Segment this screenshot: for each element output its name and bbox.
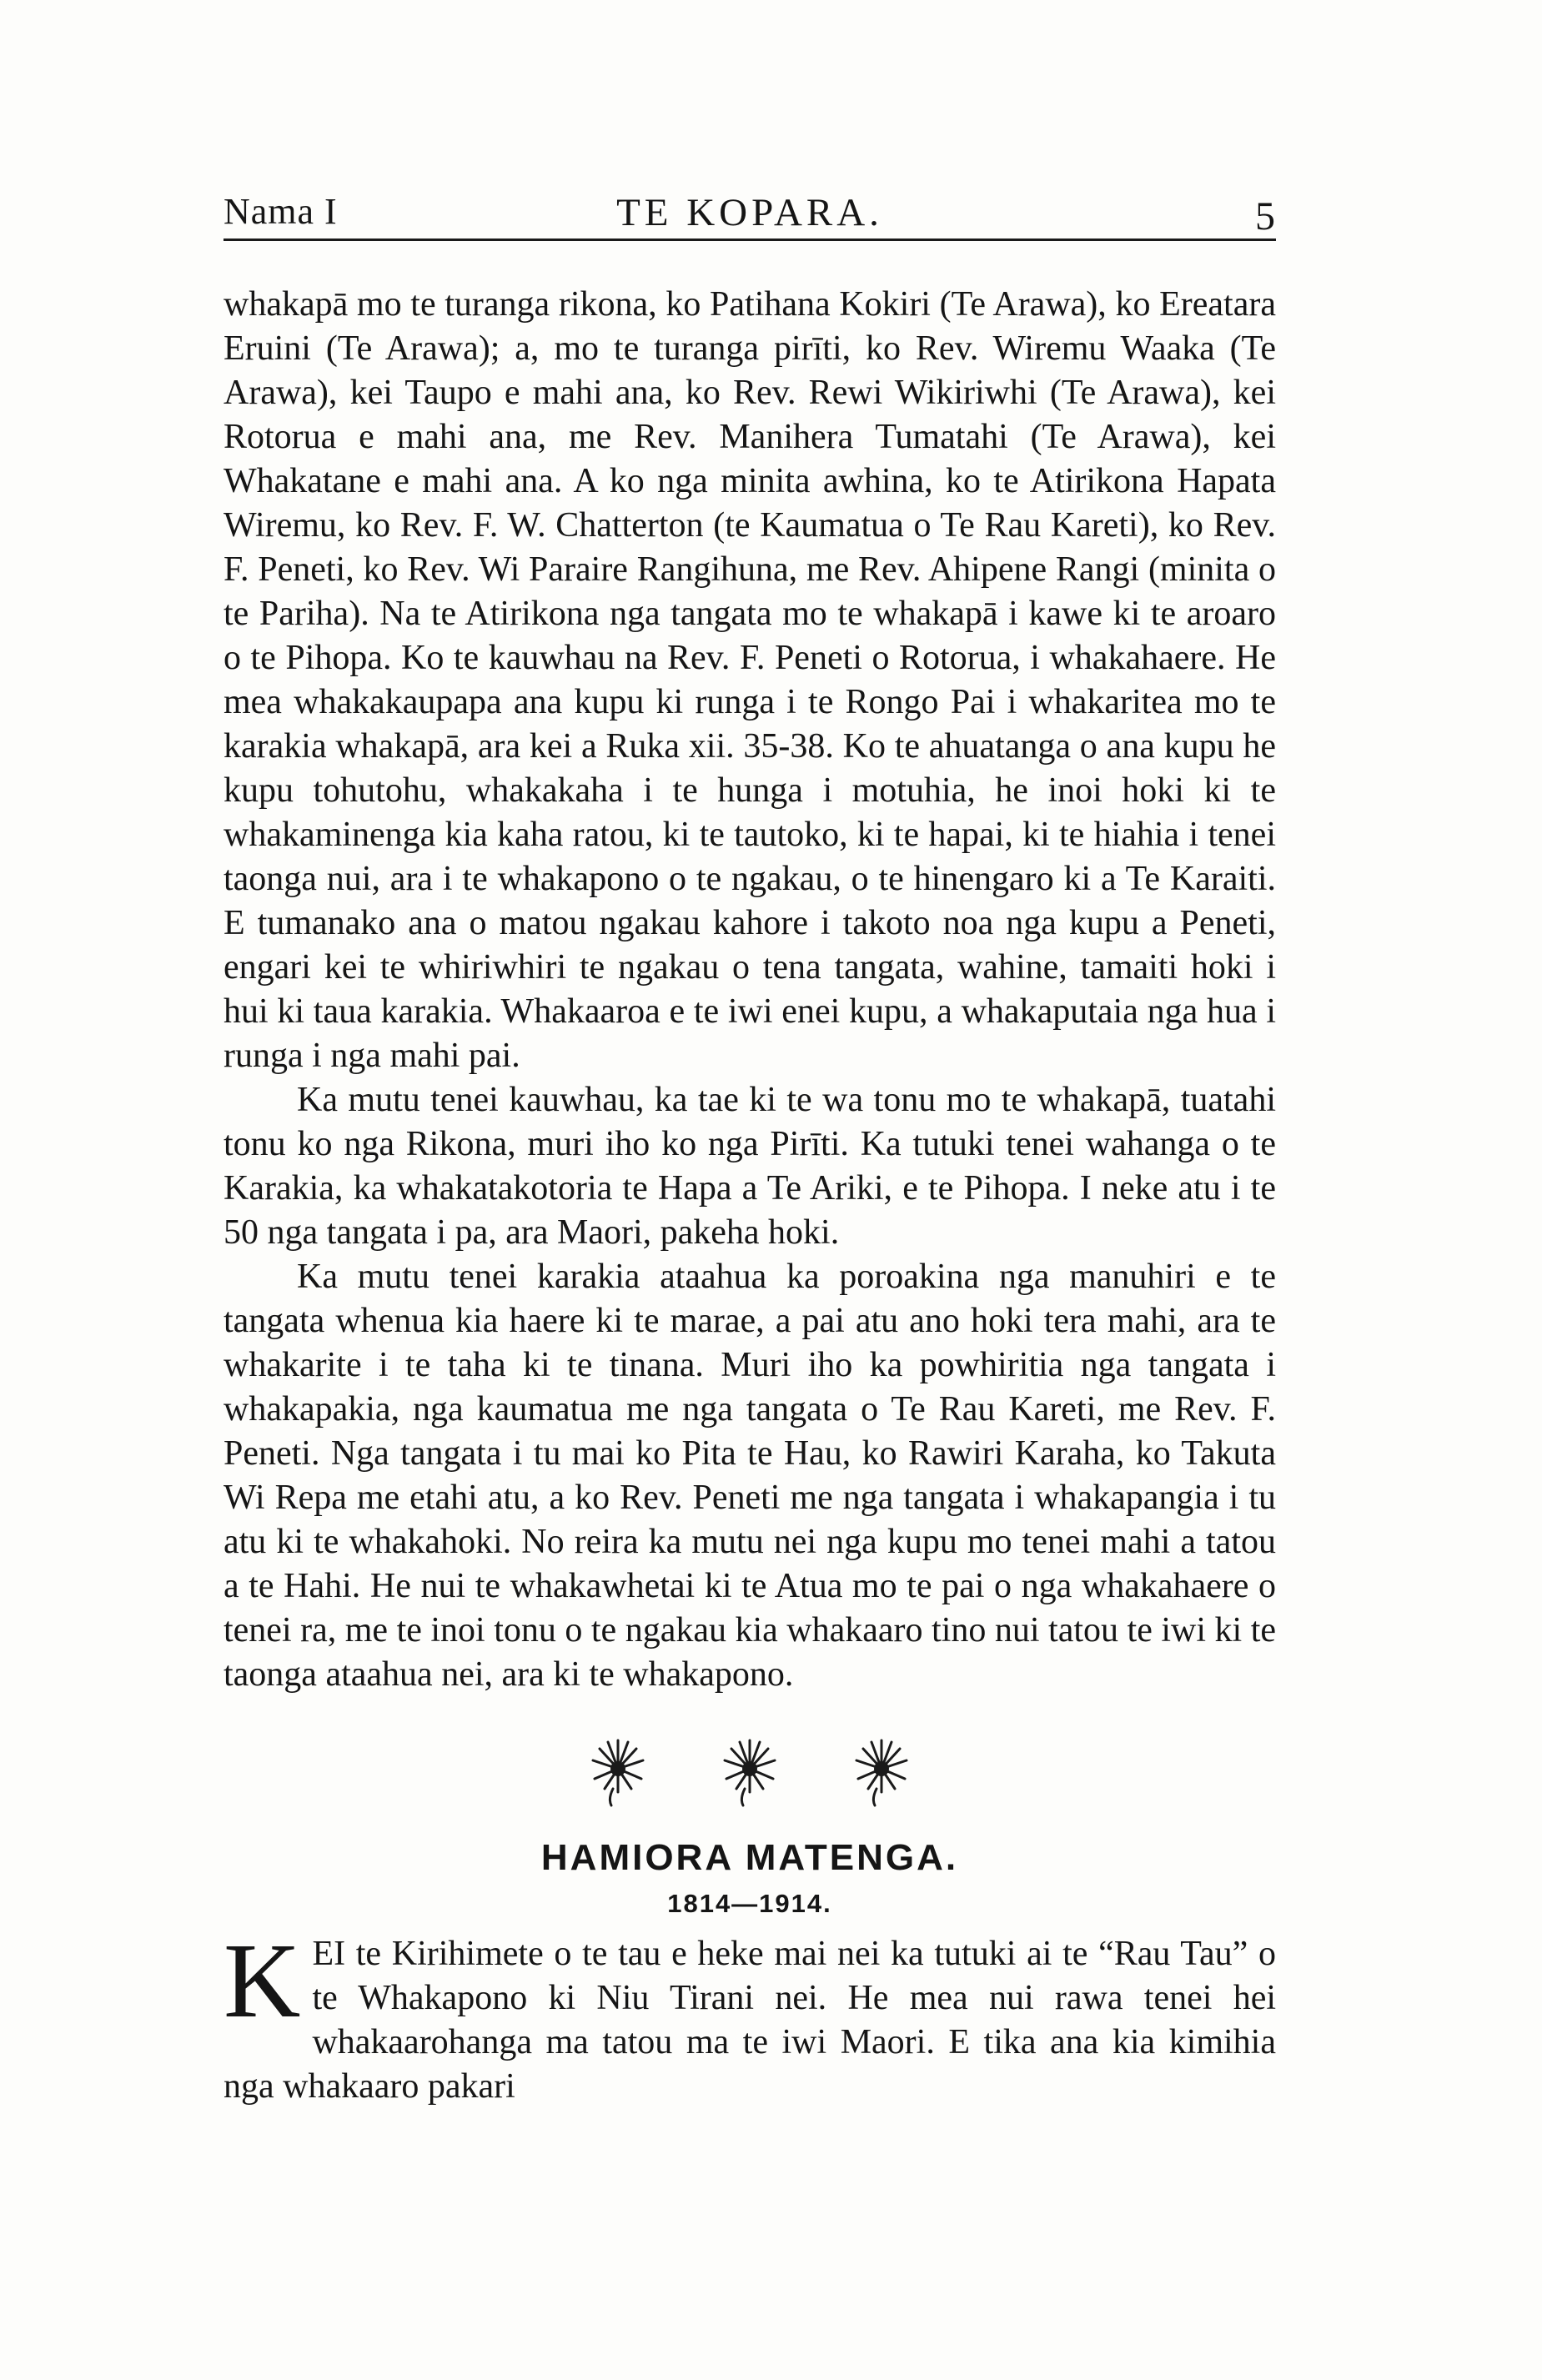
publication-title: TE KOPARA. — [616, 191, 883, 234]
article-dates: 1814—1914. — [667, 1889, 832, 1918]
article-body-text: EI te Kirihimete o te tau e heke mai nei ka tutuki ai te “Rau Tau” o te Whakapono ki Niu Tirani nei. He mea nui rawa tenei hei whakaarohanga ma tatou ma te iwi Maori. E tika ana kia kimihia nga whakaaro pakari — [224, 1935, 1276, 2106]
paragraph-reception: Ka mutu tenei karakia ataahua ka poroakina nga manuhiri e te tangata whenua kia haere ki te marae, a pai atu ano hoki tera mahi, ara te whakarite i te taha ki te tinana. Muri iho ka powhiritia nga tangata i whakapakia, nga kaumatua me nga tangata o Te Rau Kareti, me Rev. F. Peneti. Nga tangata i tu mai ko Pita te Hau, ko Rawiri Karaha, ko Takuta Wi Repa me etahi atu, a ko Rev. Peneti me nga tangata i whakapangia i tu atu ki te whakahoki. No reira ka mutu nei nga kupu mo tenei mahi a tatou a te Hahi. He nui te whakawhetai ki te Atua mo te pai o nga whakahaere o tenei ra, me te inoi tonu o te ngakau kia whakaaro tino nui tatou te iwi ki te taonga ataahua nei, ara ki te whakapono. — [224, 1258, 1276, 1694]
flower-ornament-icon — [851, 1735, 912, 1807]
drop-cap: K — [224, 1921, 301, 2040]
flower-ornament-icon — [720, 1735, 780, 1807]
article-heading: HAMIORA MATENGA. — [540, 1837, 959, 1878]
article-first-paragraph — [224, 1921, 1276, 2109]
section-label: Nama I — [224, 191, 338, 232]
paragraph-continuation: whakapā mo te turanga rikona, ko Patihana Kokiri (Te Arawa), ko Ereatara Eruini (Te Arawa); a, mo te turanga pirīti, ko Rev. Wiremu Waaka (Te Arawa), kei Taupo e mahi ana, ko Rev. Rewi Wikiriwhi (Te Arawa), kei Rotorua e mahi ana, me Rev. Manihera Tumatahi (Te Arawa), kei Whakatane e mahi ana. A ko nga minita awhina, ko te Atirikona Hapata Wiremu, ko Rev. F. W. Chatterton (te Kaumatua o Te Rau Kareti), ko Rev. F. Peneti, ko Rev. Wi Paraire Rangihuna, me Rev. Ahipene Rangi (minita o te Pariha). Na te Atirikona nga tangata mo te whakapā i kawe ki te aroaro o te Pihopa. Ko te kauwhau na Rev. F. Peneti o Rotorua, i whakahaere. He mea whakakaupapa ana kupu ki runga i te Rongo Pai i whakaritea mo te karakia whakapā, ara kei a Ruka xii. 35-38. Ko te ahuatanga o ana kupu he kupu tohutohu, whakakaha i te hunga i motuhia, he inoi hoki ki te whakaminenga kia kaha ratou, ki te tautoko, ki te hapai, ki te hiahia i tenei taonga nui, ara i te whakapono o te ngakau, o te hinengaro ki a Te Karaiti. E tumanako ana o matou ngakau kahore i takoto noa nga kupu a Peneti, engari kei te whiriwhiri te ngakau o tena tangata, wahine, tamaiti hoki i hui ki taua karakia. Whakaaroa e te iwi enei kupu, a whakaputaia nga hua i runga i nga mahi pai. — [224, 285, 1276, 1075]
header-rule — [224, 239, 1276, 241]
page-number: 5 — [1255, 194, 1276, 239]
paragraph-ordination: Ka mutu tenei kauwhau, ka tae ki te wa tonu mo te whakapā, tuatahi tonu ko nga Rikona, muri iho ko nga Pirīti. Ka tutuki tenei wahanga o te Karakia, ka whakatakotoria te Hapa a Te Ariki, e te Pihopa. I neke atu i te 50 nga tangata i pa, ara Maori, pakeha hoki. — [224, 1081, 1276, 1252]
running-head — [224, 182, 1276, 239]
page — [224, 182, 1276, 2109]
flower-ornament-icon — [588, 1735, 648, 1807]
section-ornaments — [224, 1735, 1276, 1807]
